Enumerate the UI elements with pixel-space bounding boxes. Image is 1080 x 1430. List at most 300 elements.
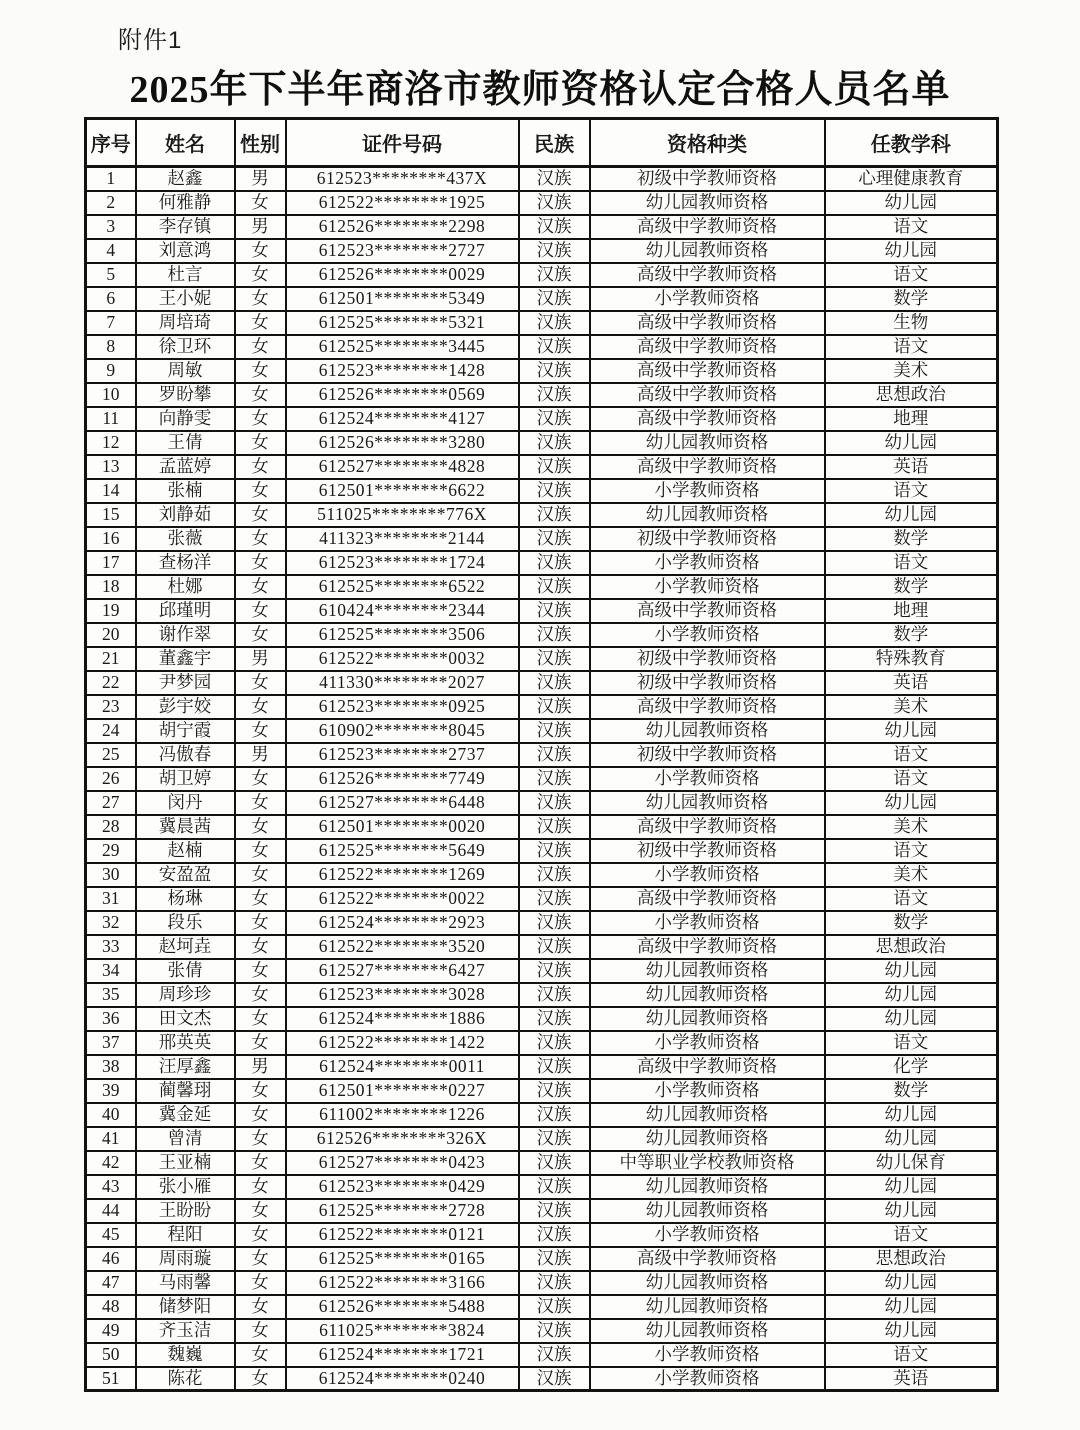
cell-name: 查杨洋 bbox=[136, 551, 235, 575]
cell-index: 8 bbox=[86, 335, 136, 359]
cell-ethnicity: 汉族 bbox=[519, 599, 590, 623]
cell-subject: 幼儿园 bbox=[825, 791, 998, 815]
table-row bbox=[86, 1055, 998, 1079]
cell-gender: 女 bbox=[235, 1175, 286, 1199]
cell-name: 张薇 bbox=[136, 527, 235, 551]
cell-id-number: 612523********2727 bbox=[286, 239, 519, 263]
cell-ethnicity: 汉族 bbox=[519, 791, 590, 815]
cell-id-number: 612527********6427 bbox=[286, 959, 519, 983]
cell-index: 18 bbox=[86, 575, 136, 599]
cell-id-number: 612522********0022 bbox=[286, 887, 519, 911]
cell-qualification: 幼儿园教师资格 bbox=[590, 1127, 825, 1151]
cell-gender: 男 bbox=[235, 1055, 286, 1079]
cell-index: 37 bbox=[86, 1031, 136, 1055]
cell-subject: 幼儿园 bbox=[825, 719, 998, 743]
cell-gender: 女 bbox=[235, 455, 286, 479]
cell-index: 38 bbox=[86, 1055, 136, 1079]
cell-gender: 女 bbox=[235, 383, 286, 407]
cell-index: 3 bbox=[86, 215, 136, 239]
cell-id-number: 612525********5321 bbox=[286, 311, 519, 335]
cell-ethnicity: 汉族 bbox=[519, 647, 590, 671]
cell-gender: 女 bbox=[235, 335, 286, 359]
cell-id-number: 612523********3028 bbox=[286, 983, 519, 1007]
qualified-personnel-table bbox=[84, 117, 999, 1392]
table-row bbox=[86, 383, 998, 407]
cell-ethnicity: 汉族 bbox=[519, 1031, 590, 1055]
cell-gender: 女 bbox=[235, 1031, 286, 1055]
cell-name: 胡宁霞 bbox=[136, 719, 235, 743]
cell-name: 何雅静 bbox=[136, 191, 235, 215]
cell-ethnicity: 汉族 bbox=[519, 1055, 590, 1079]
table-row bbox=[86, 1007, 998, 1031]
column-header-gender: 性别 bbox=[235, 119, 286, 167]
cell-name: 张倩 bbox=[136, 959, 235, 983]
cell-name: 尹梦园 bbox=[136, 671, 235, 695]
cell-subject: 语文 bbox=[825, 479, 998, 503]
cell-index: 40 bbox=[86, 1103, 136, 1127]
table-header bbox=[86, 119, 998, 167]
cell-id-number: 612526********3280 bbox=[286, 431, 519, 455]
cell-name: 张小雁 bbox=[136, 1175, 235, 1199]
cell-gender: 女 bbox=[235, 887, 286, 911]
cell-index: 22 bbox=[86, 671, 136, 695]
cell-ethnicity: 汉族 bbox=[519, 623, 590, 647]
cell-subject: 英语 bbox=[825, 671, 998, 695]
cell-ethnicity: 汉族 bbox=[519, 1007, 590, 1031]
cell-id-number: 612522********1269 bbox=[286, 863, 519, 887]
table-header-row bbox=[86, 119, 998, 167]
cell-id-number: 612527********6448 bbox=[286, 791, 519, 815]
table-row bbox=[86, 1103, 998, 1127]
cell-id-number: 612524********1886 bbox=[286, 1007, 519, 1031]
cell-qualification: 小学教师资格 bbox=[590, 1079, 825, 1103]
cell-subject: 幼儿园 bbox=[825, 1007, 998, 1031]
cell-qualification: 高级中学教师资格 bbox=[590, 383, 825, 407]
cell-qualification: 小学教师资格 bbox=[590, 551, 825, 575]
cell-subject: 幼儿园 bbox=[825, 1103, 998, 1127]
cell-id-number: 612526********0569 bbox=[286, 383, 519, 407]
cell-gender: 女 bbox=[235, 767, 286, 791]
cell-subject: 地理 bbox=[825, 599, 998, 623]
cell-ethnicity: 汉族 bbox=[519, 887, 590, 911]
cell-subject: 数学 bbox=[825, 287, 998, 311]
table-row bbox=[86, 335, 998, 359]
cell-qualification: 高级中学教师资格 bbox=[590, 335, 825, 359]
cell-index: 14 bbox=[86, 479, 136, 503]
cell-qualification: 高级中学教师资格 bbox=[590, 815, 825, 839]
cell-subject: 幼儿保育 bbox=[825, 1151, 998, 1175]
cell-id-number: 612523********1428 bbox=[286, 359, 519, 383]
cell-ethnicity: 汉族 bbox=[519, 983, 590, 1007]
cell-gender: 女 bbox=[235, 911, 286, 935]
table-row bbox=[86, 1031, 998, 1055]
cell-name: 刘静茹 bbox=[136, 503, 235, 527]
table-row bbox=[86, 527, 998, 551]
cell-subject: 语文 bbox=[825, 263, 998, 287]
cell-gender: 女 bbox=[235, 671, 286, 695]
cell-qualification: 高级中学教师资格 bbox=[590, 1055, 825, 1079]
cell-gender: 女 bbox=[235, 479, 286, 503]
table-row bbox=[86, 575, 998, 599]
cell-gender: 女 bbox=[235, 1295, 286, 1319]
cell-id-number: 612527********4828 bbox=[286, 455, 519, 479]
cell-name: 杨琳 bbox=[136, 887, 235, 911]
table-row bbox=[86, 983, 998, 1007]
cell-id-number: 612526********7749 bbox=[286, 767, 519, 791]
cell-gender: 女 bbox=[235, 1199, 286, 1223]
cell-qualification: 幼儿园教师资格 bbox=[590, 1295, 825, 1319]
cell-name: 邱瑾明 bbox=[136, 599, 235, 623]
cell-index: 17 bbox=[86, 551, 136, 575]
cell-qualification: 初级中学教师资格 bbox=[590, 743, 825, 767]
cell-qualification: 高级中学教师资格 bbox=[590, 407, 825, 431]
cell-ethnicity: 汉族 bbox=[519, 551, 590, 575]
cell-id-number: 610424********2344 bbox=[286, 599, 519, 623]
table-row bbox=[86, 479, 998, 503]
cell-name: 刘意鸿 bbox=[136, 239, 235, 263]
cell-qualification: 小学教师资格 bbox=[590, 623, 825, 647]
cell-ethnicity: 汉族 bbox=[519, 479, 590, 503]
cell-index: 16 bbox=[86, 527, 136, 551]
cell-id-number: 612501********6622 bbox=[286, 479, 519, 503]
cell-name: 邢英英 bbox=[136, 1031, 235, 1055]
cell-subject: 思想政治 bbox=[825, 383, 998, 407]
column-header-name: 姓名 bbox=[136, 119, 235, 167]
table-row bbox=[86, 1127, 998, 1151]
cell-qualification: 中等职业学校教师资格 bbox=[590, 1151, 825, 1175]
cell-ethnicity: 汉族 bbox=[519, 167, 590, 191]
cell-gender: 女 bbox=[235, 935, 286, 959]
cell-ethnicity: 汉族 bbox=[519, 1223, 590, 1247]
cell-id-number: 411323********2144 bbox=[286, 527, 519, 551]
cell-ethnicity: 汉族 bbox=[519, 287, 590, 311]
cell-subject: 美术 bbox=[825, 863, 998, 887]
table-row bbox=[86, 407, 998, 431]
cell-subject: 幼儿园 bbox=[825, 239, 998, 263]
cell-id-number: 612526********5488 bbox=[286, 1295, 519, 1319]
cell-ethnicity: 汉族 bbox=[519, 407, 590, 431]
cell-id-number: 612526********0029 bbox=[286, 263, 519, 287]
table-row bbox=[86, 551, 998, 575]
table-row bbox=[86, 1295, 998, 1319]
cell-qualification: 小学教师资格 bbox=[590, 1367, 825, 1391]
cell-ethnicity: 汉族 bbox=[519, 767, 590, 791]
cell-id-number: 610902********8045 bbox=[286, 719, 519, 743]
cell-gender: 女 bbox=[235, 431, 286, 455]
table-row bbox=[86, 1199, 998, 1223]
cell-gender: 男 bbox=[235, 647, 286, 671]
cell-gender: 女 bbox=[235, 1223, 286, 1247]
table-row bbox=[86, 1079, 998, 1103]
cell-id-number: 612523********0429 bbox=[286, 1175, 519, 1199]
cell-name: 周敏 bbox=[136, 359, 235, 383]
cell-subject: 数学 bbox=[825, 1079, 998, 1103]
table-row bbox=[86, 191, 998, 215]
cell-subject: 心理健康教育 bbox=[825, 167, 998, 191]
cell-qualification: 高级中学教师资格 bbox=[590, 887, 825, 911]
cell-gender: 女 bbox=[235, 1271, 286, 1295]
cell-id-number: 612527********0423 bbox=[286, 1151, 519, 1175]
table-row bbox=[86, 359, 998, 383]
cell-index: 43 bbox=[86, 1175, 136, 1199]
cell-ethnicity: 汉族 bbox=[519, 815, 590, 839]
cell-id-number: 612523********0925 bbox=[286, 695, 519, 719]
cell-gender: 女 bbox=[235, 623, 286, 647]
cell-index: 35 bbox=[86, 983, 136, 1007]
cell-index: 13 bbox=[86, 455, 136, 479]
cell-gender: 女 bbox=[235, 263, 286, 287]
table-row bbox=[86, 695, 998, 719]
cell-index: 34 bbox=[86, 959, 136, 983]
cell-ethnicity: 汉族 bbox=[519, 839, 590, 863]
cell-name: 田文杰 bbox=[136, 1007, 235, 1031]
cell-subject: 语文 bbox=[825, 1031, 998, 1055]
cell-qualification: 幼儿园教师资格 bbox=[590, 1175, 825, 1199]
cell-id-number: 612523********2737 bbox=[286, 743, 519, 767]
cell-qualification: 高级中学教师资格 bbox=[590, 695, 825, 719]
cell-name: 马雨馨 bbox=[136, 1271, 235, 1295]
cell-subject: 生物 bbox=[825, 311, 998, 335]
cell-index: 19 bbox=[86, 599, 136, 623]
column-header-qualification: 资格种类 bbox=[590, 119, 825, 167]
cell-ethnicity: 汉族 bbox=[519, 1127, 590, 1151]
cell-subject: 数学 bbox=[825, 527, 998, 551]
cell-name: 齐玉洁 bbox=[136, 1319, 235, 1343]
cell-id-number: 612525********6522 bbox=[286, 575, 519, 599]
table-row bbox=[86, 719, 998, 743]
cell-qualification: 幼儿园教师资格 bbox=[590, 959, 825, 983]
cell-ethnicity: 汉族 bbox=[519, 1247, 590, 1271]
cell-subject: 语文 bbox=[825, 551, 998, 575]
cell-ethnicity: 汉族 bbox=[519, 383, 590, 407]
cell-qualification: 幼儿园教师资格 bbox=[590, 983, 825, 1007]
table-row bbox=[86, 647, 998, 671]
cell-id-number: 612526********326X bbox=[286, 1127, 519, 1151]
cell-subject: 思想政治 bbox=[825, 935, 998, 959]
cell-ethnicity: 汉族 bbox=[519, 1175, 590, 1199]
cell-ethnicity: 汉族 bbox=[519, 911, 590, 935]
table-row bbox=[86, 239, 998, 263]
cell-index: 46 bbox=[86, 1247, 136, 1271]
cell-qualification: 幼儿园教师资格 bbox=[590, 503, 825, 527]
cell-ethnicity: 汉族 bbox=[519, 695, 590, 719]
cell-index: 2 bbox=[86, 191, 136, 215]
cell-name: 杜言 bbox=[136, 263, 235, 287]
cell-name: 冀金延 bbox=[136, 1103, 235, 1127]
cell-name: 王亚楠 bbox=[136, 1151, 235, 1175]
cell-gender: 女 bbox=[235, 503, 286, 527]
table-row bbox=[86, 623, 998, 647]
cell-index: 45 bbox=[86, 1223, 136, 1247]
cell-name: 周培琦 bbox=[136, 311, 235, 335]
table-row bbox=[86, 1223, 998, 1247]
cell-ethnicity: 汉族 bbox=[519, 1079, 590, 1103]
cell-name: 孟蓝婷 bbox=[136, 455, 235, 479]
cell-qualification: 幼儿园教师资格 bbox=[590, 1007, 825, 1031]
cell-qualification: 小学教师资格 bbox=[590, 1223, 825, 1247]
cell-ethnicity: 汉族 bbox=[519, 311, 590, 335]
cell-id-number: 612524********4127 bbox=[286, 407, 519, 431]
cell-id-number: 612522********3166 bbox=[286, 1271, 519, 1295]
cell-index: 10 bbox=[86, 383, 136, 407]
cell-subject: 幼儿园 bbox=[825, 1271, 998, 1295]
cell-ethnicity: 汉族 bbox=[519, 1295, 590, 1319]
column-header-ethnicity: 民族 bbox=[519, 119, 590, 167]
cell-index: 36 bbox=[86, 1007, 136, 1031]
cell-qualification: 高级中学教师资格 bbox=[590, 311, 825, 335]
cell-name: 魏巍 bbox=[136, 1343, 235, 1367]
cell-index: 11 bbox=[86, 407, 136, 431]
cell-id-number: 612501********0020 bbox=[286, 815, 519, 839]
cell-id-number: 612501********5349 bbox=[286, 287, 519, 311]
table-row bbox=[86, 743, 998, 767]
cell-subject: 幼儿园 bbox=[825, 1295, 998, 1319]
cell-index: 6 bbox=[86, 287, 136, 311]
cell-id-number: 611025********3824 bbox=[286, 1319, 519, 1343]
cell-id-number: 612524********0240 bbox=[286, 1367, 519, 1391]
cell-subject: 幼儿园 bbox=[825, 959, 998, 983]
table-row bbox=[86, 815, 998, 839]
cell-name: 段乐 bbox=[136, 911, 235, 935]
cell-qualification: 幼儿园教师资格 bbox=[590, 719, 825, 743]
cell-subject: 语文 bbox=[825, 335, 998, 359]
cell-id-number: 612526********2298 bbox=[286, 215, 519, 239]
cell-id-number: 612525********5649 bbox=[286, 839, 519, 863]
cell-subject: 幼儿园 bbox=[825, 1127, 998, 1151]
cell-index: 27 bbox=[86, 791, 136, 815]
cell-subject: 美术 bbox=[825, 695, 998, 719]
cell-index: 15 bbox=[86, 503, 136, 527]
cell-index: 41 bbox=[86, 1127, 136, 1151]
cell-subject: 语文 bbox=[825, 887, 998, 911]
table-row bbox=[86, 671, 998, 695]
cell-name: 汪厚鑫 bbox=[136, 1055, 235, 1079]
cell-index: 28 bbox=[86, 815, 136, 839]
cell-gender: 女 bbox=[235, 719, 286, 743]
cell-ethnicity: 汉族 bbox=[519, 743, 590, 767]
cell-ethnicity: 汉族 bbox=[519, 1319, 590, 1343]
cell-gender: 女 bbox=[235, 191, 286, 215]
cell-ethnicity: 汉族 bbox=[519, 1151, 590, 1175]
cell-name: 安盈盈 bbox=[136, 863, 235, 887]
cell-index: 51 bbox=[86, 1367, 136, 1391]
cell-gender: 女 bbox=[235, 1367, 286, 1391]
cell-gender: 女 bbox=[235, 407, 286, 431]
cell-id-number: 612501********0227 bbox=[286, 1079, 519, 1103]
cell-ethnicity: 汉族 bbox=[519, 671, 590, 695]
cell-id-number: 612524********1721 bbox=[286, 1343, 519, 1367]
cell-ethnicity: 汉族 bbox=[519, 1103, 590, 1127]
cell-name: 闵丹 bbox=[136, 791, 235, 815]
cell-gender: 女 bbox=[235, 527, 286, 551]
cell-gender: 女 bbox=[235, 599, 286, 623]
table-row bbox=[86, 263, 998, 287]
cell-qualification: 初级中学教师资格 bbox=[590, 527, 825, 551]
cell-gender: 男 bbox=[235, 743, 286, 767]
cell-id-number: 612525********0165 bbox=[286, 1247, 519, 1271]
cell-subject: 语文 bbox=[825, 839, 998, 863]
cell-subject: 幼儿园 bbox=[825, 431, 998, 455]
cell-gender: 女 bbox=[235, 1151, 286, 1175]
cell-ethnicity: 汉族 bbox=[519, 719, 590, 743]
cell-gender: 女 bbox=[235, 287, 286, 311]
cell-name: 杜娜 bbox=[136, 575, 235, 599]
cell-subject: 幼儿园 bbox=[825, 1199, 998, 1223]
cell-id-number: 612525********2728 bbox=[286, 1199, 519, 1223]
cell-name: 王倩 bbox=[136, 431, 235, 455]
cell-subject: 美术 bbox=[825, 815, 998, 839]
cell-name: 王盼盼 bbox=[136, 1199, 235, 1223]
cell-id-number: 612522********1422 bbox=[286, 1031, 519, 1055]
cell-name: 曾清 bbox=[136, 1127, 235, 1151]
cell-subject: 美术 bbox=[825, 359, 998, 383]
cell-index: 33 bbox=[86, 935, 136, 959]
cell-qualification: 幼儿园教师资格 bbox=[590, 1319, 825, 1343]
page-title: 2025年下半年商洛市教师资格认定合格人员名单 bbox=[129, 69, 951, 111]
cell-subject: 化学 bbox=[825, 1055, 998, 1079]
cell-gender: 女 bbox=[235, 551, 286, 575]
cell-ethnicity: 汉族 bbox=[519, 575, 590, 599]
cell-subject: 数学 bbox=[825, 911, 998, 935]
column-header-id-number: 证件号码 bbox=[286, 119, 519, 167]
column-header-subject: 任教学科 bbox=[825, 119, 998, 167]
cell-qualification: 小学教师资格 bbox=[590, 1343, 825, 1367]
cell-gender: 女 bbox=[235, 959, 286, 983]
cell-qualification: 高级中学教师资格 bbox=[590, 215, 825, 239]
cell-gender: 女 bbox=[235, 839, 286, 863]
cell-index: 5 bbox=[86, 263, 136, 287]
cell-qualification: 幼儿园教师资格 bbox=[590, 239, 825, 263]
cell-qualification: 高级中学教师资格 bbox=[590, 599, 825, 623]
cell-index: 29 bbox=[86, 839, 136, 863]
cell-index: 50 bbox=[86, 1343, 136, 1367]
cell-qualification: 小学教师资格 bbox=[590, 575, 825, 599]
cell-name: 董鑫宇 bbox=[136, 647, 235, 671]
cell-gender: 女 bbox=[235, 1127, 286, 1151]
cell-index: 32 bbox=[86, 911, 136, 935]
cell-ethnicity: 汉族 bbox=[519, 359, 590, 383]
cell-gender: 女 bbox=[235, 1319, 286, 1343]
cell-qualification: 小学教师资格 bbox=[590, 767, 825, 791]
cell-ethnicity: 汉族 bbox=[519, 863, 590, 887]
cell-name: 蔺馨珝 bbox=[136, 1079, 235, 1103]
cell-name: 陈花 bbox=[136, 1367, 235, 1391]
cell-name: 彭宇姣 bbox=[136, 695, 235, 719]
cell-id-number: 612523********437X bbox=[286, 167, 519, 191]
table-row bbox=[86, 431, 998, 455]
cell-subject: 语文 bbox=[825, 743, 998, 767]
cell-index: 12 bbox=[86, 431, 136, 455]
cell-name: 储梦阳 bbox=[136, 1295, 235, 1319]
cell-qualification: 幼儿园教师资格 bbox=[590, 1103, 825, 1127]
cell-index: 42 bbox=[86, 1151, 136, 1175]
cell-gender: 男 bbox=[235, 167, 286, 191]
cell-qualification: 初级中学教师资格 bbox=[590, 167, 825, 191]
cell-qualification: 高级中学教师资格 bbox=[590, 935, 825, 959]
cell-qualification: 幼儿园教师资格 bbox=[590, 791, 825, 815]
cell-qualification: 小学教师资格 bbox=[590, 287, 825, 311]
cell-gender: 男 bbox=[235, 215, 286, 239]
cell-gender: 女 bbox=[235, 239, 286, 263]
cell-gender: 女 bbox=[235, 359, 286, 383]
cell-ethnicity: 汉族 bbox=[519, 1343, 590, 1367]
cell-subject: 语文 bbox=[825, 1343, 998, 1367]
cell-index: 7 bbox=[86, 311, 136, 335]
cell-index: 25 bbox=[86, 743, 136, 767]
table-row bbox=[86, 599, 998, 623]
cell-name: 向静雯 bbox=[136, 407, 235, 431]
cell-subject: 幼儿园 bbox=[825, 503, 998, 527]
